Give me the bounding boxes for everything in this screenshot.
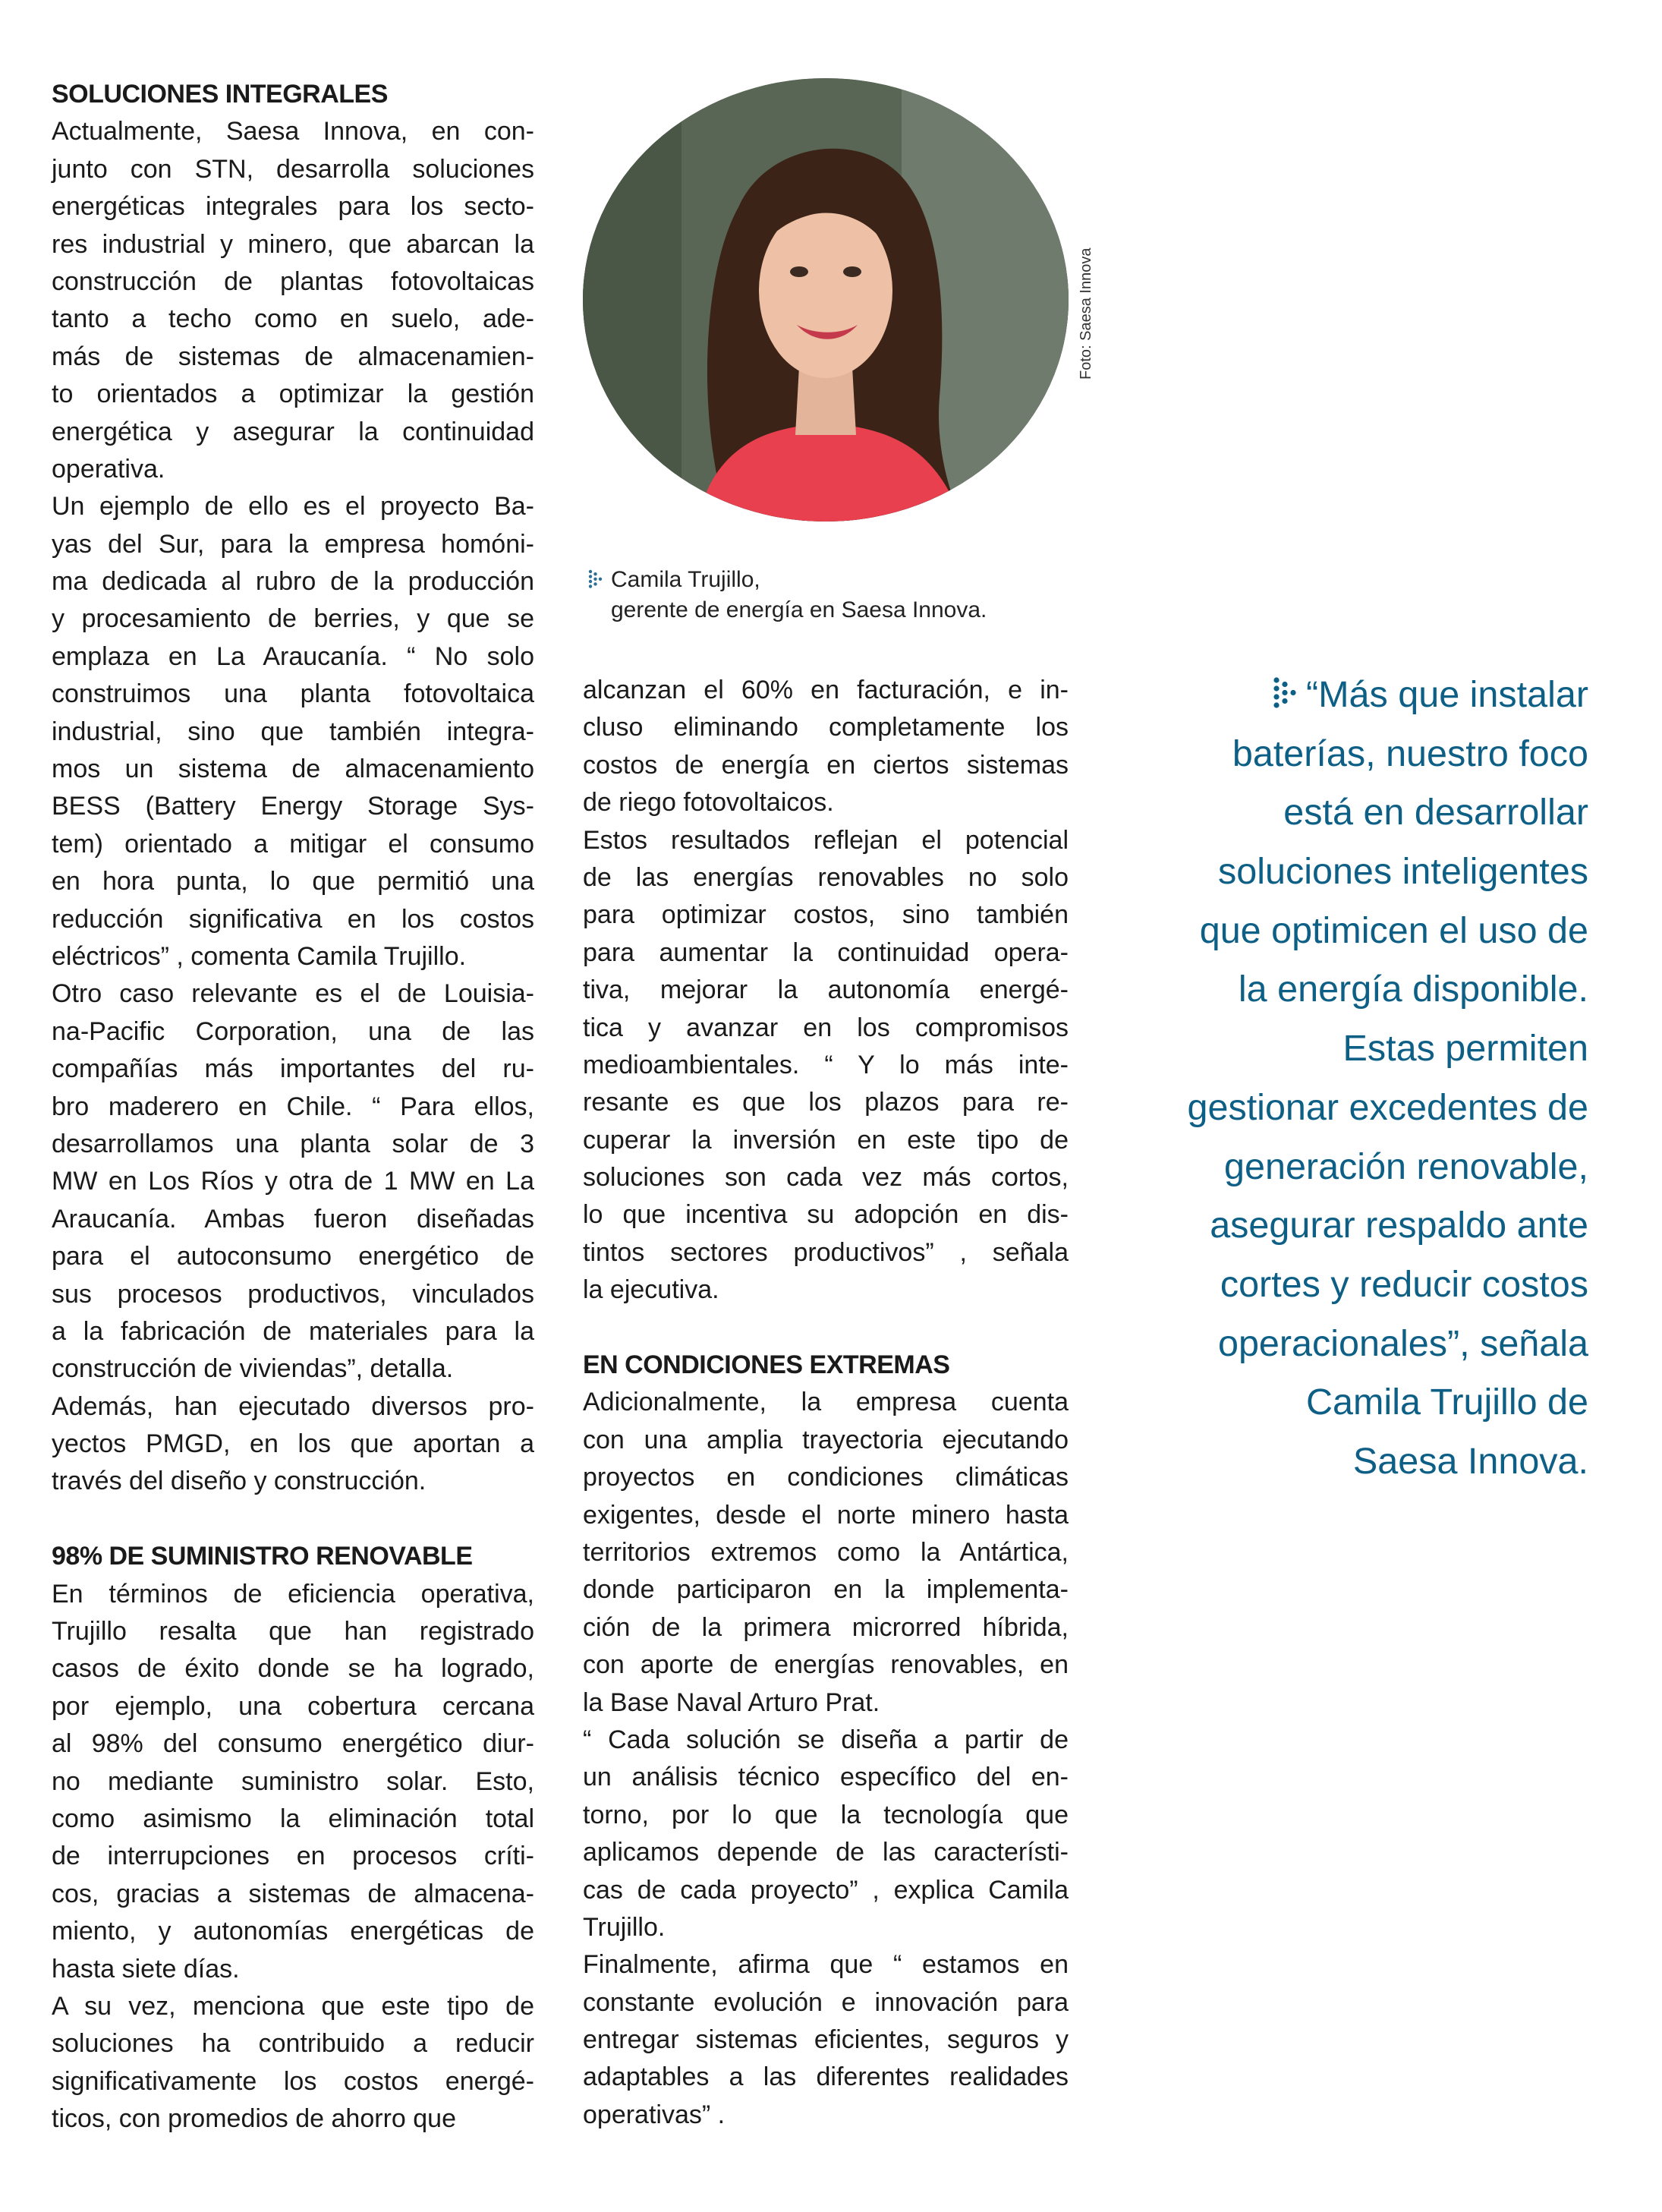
text-line: por ejemplo, una cobertura cercana (52, 1691, 534, 1721)
text-line: con aporte de energías renovables, en (583, 1650, 1069, 1680)
text-line: construcción de viviendas”, detalla. (52, 1354, 454, 1384)
text-line: na-Pacific Corporation, una de las (52, 1016, 534, 1046)
text-line: Finalmente, afirma que “ estamos en (583, 1950, 1069, 1980)
caption-role: gerente de energía en Saesa Innova. (611, 597, 987, 622)
text-line: operativas” . (583, 2100, 726, 2129)
text-line: ma dedicada al rubro de la producción (52, 567, 534, 597)
text-line: energética y asegurar la continuidad (52, 417, 534, 446)
photo-credit: Foto: Saesa Innova (1078, 247, 1094, 380)
text-line: Además, han ejecutado diversos pro- (52, 1391, 534, 1421)
text-line: Estos resultados reflejan el potencial (583, 825, 1069, 855)
text-line: cluso eliminando completamente los (583, 713, 1069, 742)
text-line: “ Cada solución se diseña a partir de (583, 1725, 1069, 1754)
section-body (583, 1384, 1069, 2134)
text-line: yas del Sur, para la empresa homóni- (52, 529, 534, 559)
text-line: ción de la primera microrred híbrida, (583, 1612, 1069, 1642)
text-line: lo que incentiva su adopción en dis- (583, 1200, 1069, 1230)
portrait-photo (583, 78, 1069, 521)
text-line: alcanzan el 60% en facturación, e in- (583, 676, 1069, 704)
section-body (52, 113, 534, 1500)
text-line: bro maderero en Chile. “ Para ellos, (52, 1092, 534, 1121)
text-line: exigentes, desde el norte minero hasta (583, 1500, 1069, 1530)
pull-quote-line: la energía disponible. (1238, 969, 1588, 1010)
text-line: través del diseño y construcción. (52, 1467, 427, 1496)
pull-quote-line: está en desarrollar (1283, 792, 1588, 833)
text-line: tica y avanzar en los compromisos (583, 1013, 1069, 1042)
text-line: al 98% del consumo energético diur- (52, 1729, 534, 1759)
text-line: to orientados a optimizar la gestión (52, 380, 534, 409)
text-line: tiva, mejorar la autonomía energé- (583, 975, 1069, 1005)
text-line: aplicamos depende de las característi- (583, 1838, 1069, 1867)
text-line: Adicionalmente, la empresa cuenta (583, 1388, 1069, 1417)
text-line: A su vez, menciona que este tipo de (52, 1991, 534, 2021)
text-line: Trujillo. (583, 1912, 666, 1942)
text-line: En términos de eficiencia operativa, (52, 1579, 534, 1609)
pull-quote-line: Camila Trujillo de (1306, 1382, 1588, 1423)
text-line: para optimizar costos, sino también (583, 900, 1069, 930)
text-line: hasta siete días. (52, 1954, 240, 1984)
pull-quote-line: “Más que instalar (1154, 666, 1588, 725)
pull-quote-line: asegurar respaldo ante (1210, 1205, 1588, 1246)
text-line: res industrial y minero, que abarcan la (52, 229, 534, 259)
text-line: Otro caso relevante es el de Louisia- (52, 979, 534, 1009)
text-line: sus procesos productivos, vinculados (52, 1279, 534, 1309)
text-line: tanto a techo como en suelo, ade- (52, 304, 534, 334)
text-line: en hora punta, lo que permitió una (52, 867, 534, 896)
pull-quote-line: cortes y reducir costos (1220, 1263, 1588, 1305)
caption-name-line (588, 565, 1074, 595)
text-line: energéticas integrales para los secto- (52, 192, 534, 222)
left-column (52, 76, 534, 2138)
text-line: de interrupciones en procesos críti- (52, 1842, 534, 1871)
pull-quote-line: que optimicen el uso de (1199, 909, 1588, 951)
text-line: Araucanía. Ambas fueron diseñadas (52, 1204, 534, 1234)
text-line: resante es que los plazos para re- (583, 1088, 1069, 1117)
text-line: torno, por lo que la tecnología que (583, 1800, 1069, 1829)
text-line: más de sistemas de almacenamien- (52, 342, 534, 371)
text-line: y procesamiento de berries, y que se (52, 604, 534, 634)
text-line: proyectos en condiciones climáticas (583, 1463, 1069, 1492)
dots-arrow-icon (588, 569, 605, 589)
text-line: soluciones ha contribuido a reducir (52, 2029, 534, 2059)
pull-quote-line: baterías, nuestro foco (1232, 733, 1588, 774)
text-line: construimos una planta fotovoltaica (52, 679, 534, 709)
text-line: tem) orientado a mitigar el consumo (52, 829, 534, 859)
pull-quote-line: Estas permiten (1343, 1028, 1588, 1070)
pull-quote-line: operacionales”, señala (1217, 1322, 1588, 1364)
text-line: Actualmente, Saesa Innova, en con- (52, 117, 534, 147)
text-line: para aumentar la continuidad opera- (583, 937, 1069, 967)
text-line: significativamente los costos energé- (52, 2066, 534, 2096)
text-line: la Base Naval Arturo Prat. (583, 1687, 880, 1717)
text-line: territorios extremos como la Antártica, (583, 1537, 1069, 1567)
text-line: BESS (Battery Energy Storage Sys- (52, 792, 534, 821)
pull-quote-line: generación renovable, (1224, 1145, 1588, 1187)
text-line: Trujillo resalta que han registrado (52, 1617, 534, 1646)
text-line: reducción significativa en los costos (52, 904, 534, 934)
section-body (52, 1576, 534, 2138)
text-line: eléctricos” , comenta Camila Trujillo. (52, 941, 467, 971)
text-line: de riego fotovoltaicos. (583, 788, 834, 818)
section-heading: 98% DE SUMINISTRO RENOVABLE (52, 1542, 473, 1571)
text-line: con una amplia trayectoria ejecutando (583, 1425, 1069, 1454)
text-line: para el autoconsumo energético de (52, 1242, 534, 1271)
text-line: adaptables a las diferentes realidades (583, 2062, 1069, 2092)
text-line: no mediante suministro solar. Esto, (52, 1766, 534, 1796)
text-line: Un ejemplo de ello es el proyecto Ba- (52, 492, 534, 521)
section-heading: EN CONDICIONES EXTREMAS (583, 1350, 950, 1380)
text-line: como asimismo la eliminación total (52, 1804, 534, 1833)
text-line: un análisis técnico específico del en- (583, 1763, 1069, 1792)
section-heading: SOLUCIONES INTEGRALES (52, 80, 388, 109)
text-line: MW en Los Ríos y otra de 1 MW en La (52, 1167, 534, 1196)
pull-quote-line: soluciones inteligentes (1217, 851, 1588, 893)
text-line: cos, gracias a sistemas de almacena- (52, 1879, 534, 1908)
text-line: casos de éxito donde se ha logrado, (52, 1654, 534, 1684)
section-body (583, 672, 1069, 1309)
photo-caption (588, 565, 1074, 625)
text-line: tintos sectores productivos” , señala (583, 1237, 1069, 1267)
text-line: ticos, con promedios de ahorro que (52, 2104, 456, 2134)
caption-name: Camila Trujillo, (611, 567, 760, 592)
text-line: donde participaron en la implementa- (583, 1575, 1069, 1605)
text-line: medioambientales. “ Y lo más inte- (583, 1050, 1069, 1079)
text-line: constante evolución e innovación para (583, 1987, 1069, 2017)
text-line: soluciones son cada vez más cortos, (583, 1163, 1069, 1193)
text-line: de las energías renovables no solo (583, 862, 1069, 892)
text-line: construcción de plantas fotovoltaicas (52, 266, 534, 296)
text-line: cas de cada proyecto” , explica Camila (583, 1875, 1069, 1905)
middle-column (583, 672, 1069, 2134)
text-line: operativa. (52, 454, 165, 484)
text-line: la ejecutiva. (583, 1275, 719, 1305)
text-line: cuperar la inversión en este tipo de (583, 1125, 1069, 1155)
text-line: yectos PMGD, en los que aportan a (52, 1429, 534, 1459)
pull-quote-line: gestionar excedentes de (1187, 1086, 1588, 1128)
text-line: mos un sistema de almacenamiento (52, 755, 534, 784)
text-line: costos de energía en ciertos sistemas (583, 750, 1069, 780)
text-line: entregar sistemas eficientes, seguros y (583, 2025, 1069, 2055)
pull-quote-line: Saesa Innova. (1352, 1440, 1588, 1482)
text-line: emplaza en La Araucanía. “ No solo (52, 641, 534, 671)
text-line: junto con STN, desarrolla soluciones (52, 154, 534, 184)
text-line: compañías más importantes del ru- (52, 1054, 534, 1084)
text-line: industrial, sino que también integra- (52, 717, 534, 746)
text-line: a la fabricación de materiales para la (52, 1316, 534, 1346)
text-line: miento, y autonomías energéticas de (52, 1917, 534, 1946)
dots-arrow-icon (1273, 676, 1298, 710)
pull-quote (1154, 666, 1588, 1492)
text-line: desarrollamos una planta solar de 3 (52, 1129, 534, 1158)
